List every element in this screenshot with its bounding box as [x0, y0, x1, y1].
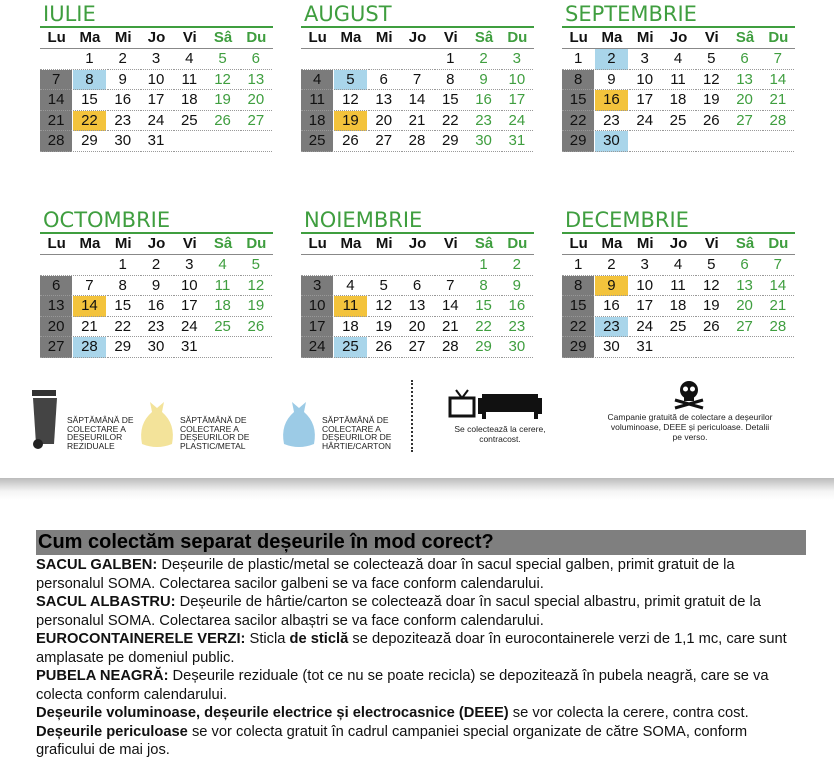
info-black-bin: PUBELA NEAGRĂ: Deșeurile reziduale (tot ce nu se poate recicla) se depozitează în pubela neagră, care se va colecta conform calendarului. — [36, 668, 769, 703]
empty-cell — [368, 255, 400, 276]
empty-cell — [240, 337, 272, 358]
day-cell: 11 — [173, 70, 205, 91]
day-cell: 1 — [434, 49, 466, 70]
day-cell: 8 — [467, 276, 499, 297]
weekday-header: Du — [240, 234, 273, 255]
day-cell: 17 — [501, 90, 533, 111]
day-cell: 7 — [73, 276, 105, 297]
day-cell: 18 — [206, 296, 238, 317]
day-cell: 14 — [762, 70, 794, 91]
day-cell: 28 — [762, 111, 794, 132]
day-cell: 16 — [595, 90, 627, 111]
day-cell: 5 — [334, 70, 366, 91]
day-cell: 5 — [206, 49, 238, 70]
day-cell: 30 — [467, 131, 499, 152]
day-cell: 15 — [562, 90, 594, 111]
day-cell: 29 — [107, 337, 139, 358]
weekday-header: Ma — [334, 28, 367, 49]
month-grid — [301, 28, 534, 152]
day-cell: 9 — [140, 276, 172, 297]
day-cell: 27 — [240, 111, 272, 132]
day-cell: 21 — [762, 90, 794, 111]
day-cell: 27 — [728, 317, 760, 338]
day-cell: 21 — [762, 296, 794, 317]
empty-cell — [73, 255, 105, 276]
day-cell: 24 — [629, 317, 661, 338]
weekday-header: Jo — [140, 234, 173, 255]
black-bin-icon — [30, 386, 64, 450]
day-cell: 18 — [662, 296, 694, 317]
month-title: DECEMBRIE — [562, 208, 795, 234]
day-cell: 31 — [629, 337, 661, 358]
empty-cell — [40, 255, 72, 276]
empty-cell — [240, 131, 272, 152]
day-cell: 25 — [301, 131, 333, 152]
weekday-header: Mi — [629, 234, 662, 255]
day-cell: 12 — [695, 276, 727, 297]
day-cell: 31 — [140, 131, 172, 152]
day-cell: 6 — [728, 255, 760, 276]
empty-cell — [662, 131, 694, 152]
skull-icon — [672, 378, 706, 410]
info-title: Cum colectăm separat deșeurile în mod corect? — [36, 530, 806, 555]
day-cell: 28 — [40, 131, 72, 152]
weekday-header: Du — [501, 234, 534, 255]
day-cell: 29 — [562, 131, 594, 152]
empty-cell — [762, 337, 794, 358]
day-cell: 26 — [334, 131, 366, 152]
day-cell: 12 — [334, 90, 366, 111]
day-cell: 29 — [434, 131, 466, 152]
weekday-header: Vi — [695, 28, 728, 49]
day-cell: 11 — [662, 276, 694, 297]
day-cell: 13 — [728, 70, 760, 91]
legend-campaign: Campanie gratuită de colectare a deșeurilor voluminoase, DEEE și periculoase. Detalii pe verso. — [607, 412, 773, 442]
day-cell: 9 — [501, 276, 533, 297]
day-cell: 14 — [73, 296, 105, 317]
weekday-header: Vi — [434, 28, 467, 49]
day-cell: 7 — [434, 276, 466, 297]
weekday-header: Mi — [368, 234, 401, 255]
month-august — [301, 2, 534, 152]
day-cell: 22 — [562, 111, 594, 132]
month-grid — [40, 234, 273, 358]
day-cell: 23 — [467, 111, 499, 132]
weekday-header: Du — [762, 28, 795, 49]
day-cell: 10 — [140, 70, 172, 91]
day-cell: 17 — [301, 317, 333, 338]
weekday-header: Ma — [73, 28, 106, 49]
tv-sofa-icon — [448, 384, 544, 420]
day-cell: 9 — [107, 70, 139, 91]
day-cell: 4 — [662, 49, 694, 70]
day-cell: 6 — [401, 276, 433, 297]
day-cell: 30 — [595, 337, 627, 358]
day-cell: 20 — [401, 317, 433, 338]
day-cell: 1 — [107, 255, 139, 276]
day-cell: 19 — [695, 296, 727, 317]
day-cell: 24 — [173, 317, 205, 338]
day-cell: 13 — [368, 90, 400, 111]
day-cell: 10 — [629, 70, 661, 91]
info-bulky-waste: Deșeurile voluminoase, deșeurile electrice și electrocasnice (DEEE) se vor colecta la cerere, contra cost. — [36, 705, 749, 721]
day-cell: 24 — [140, 111, 172, 132]
day-cell: 24 — [629, 111, 661, 132]
day-cell: 30 — [501, 337, 533, 358]
day-cell: 23 — [595, 111, 627, 132]
day-cell: 27 — [401, 337, 433, 358]
day-cell: 20 — [728, 296, 760, 317]
legend-plastic: SĂPTĂMÂNĂ DE COLECTARE A DEȘEURILOR DE PLASTIC/METAL — [180, 415, 250, 451]
day-cell: 11 — [662, 70, 694, 91]
day-cell: 19 — [368, 317, 400, 338]
day-cell: 6 — [728, 49, 760, 70]
day-cell: 14 — [401, 90, 433, 111]
month-title: AUGUST — [301, 2, 534, 28]
empty-cell — [662, 337, 694, 358]
day-cell: 28 — [434, 337, 466, 358]
day-cell: 25 — [206, 317, 238, 338]
day-cell: 5 — [240, 255, 272, 276]
weekday-header: Ma — [595, 234, 628, 255]
weekday-header: Ma — [595, 28, 628, 49]
day-cell: 8 — [562, 276, 594, 297]
month-title: IULIE — [40, 2, 273, 28]
day-cell: 16 — [467, 90, 499, 111]
day-cell: 16 — [107, 90, 139, 111]
day-cell: 28 — [762, 317, 794, 338]
day-cell: 2 — [140, 255, 172, 276]
day-cell: 27 — [368, 131, 400, 152]
day-cell: 8 — [562, 70, 594, 91]
month-grid — [301, 234, 534, 358]
day-cell: 6 — [40, 276, 72, 297]
weekday-header: Lu — [562, 234, 595, 255]
empty-cell — [728, 337, 760, 358]
day-cell: 24 — [501, 111, 533, 132]
weekday-header: Jo — [662, 234, 695, 255]
day-cell: 15 — [434, 90, 466, 111]
day-cell: 22 — [73, 111, 105, 132]
day-cell: 21 — [434, 317, 466, 338]
day-cell: 23 — [595, 317, 627, 338]
month-title: NOIEMBRIE — [301, 208, 534, 234]
weekday-header: Du — [240, 28, 273, 49]
day-cell: 17 — [629, 90, 661, 111]
day-cell: 25 — [173, 111, 205, 132]
weekday-header: Lu — [40, 234, 73, 255]
day-cell: 10 — [629, 276, 661, 297]
weekday-header: Sâ — [206, 234, 239, 255]
blue-bag-icon — [278, 398, 320, 450]
day-cell: 13 — [240, 70, 272, 91]
legend-residual: SĂPTĂMÂNĂ DE COLECTARE A DEȘEURILOR REZIDUALE — [67, 415, 134, 451]
day-cell: 9 — [595, 70, 627, 91]
weekday-header: Vi — [695, 234, 728, 255]
empty-cell — [629, 131, 661, 152]
day-cell: 27 — [728, 111, 760, 132]
day-cell: 30 — [595, 131, 627, 152]
weekday-header: Jo — [140, 28, 173, 49]
day-cell: 21 — [73, 317, 105, 338]
day-cell: 12 — [695, 70, 727, 91]
day-cell: 25 — [334, 337, 366, 358]
legend-bulky: Se colectează la cerere, contracost. — [454, 424, 546, 444]
info-section — [36, 530, 806, 760]
weekday-header: Sâ — [206, 28, 239, 49]
month-iulie — [40, 2, 273, 152]
empty-cell — [695, 337, 727, 358]
day-cell: 9 — [467, 70, 499, 91]
month-title: SEPTEMBRIE — [562, 2, 795, 28]
day-cell: 13 — [40, 296, 72, 317]
empty-cell — [40, 49, 72, 70]
day-cell: 1 — [562, 255, 594, 276]
day-cell: 18 — [301, 111, 333, 132]
day-cell: 30 — [107, 131, 139, 152]
info-blue-bag: SACUL ALBASTRU: Deșeurile de hârtie/carton se colectează doar în sacul special albastru, primit gratuit de la personalul SOMA. Colectarea sacilor albaștri se va face conform calendarului. — [36, 594, 761, 629]
month-noiembrie — [301, 208, 534, 358]
day-cell: 11 — [301, 90, 333, 111]
day-cell: 26 — [695, 317, 727, 338]
day-cell: 16 — [595, 296, 627, 317]
weekday-header: Mi — [107, 28, 140, 49]
day-cell: 29 — [73, 131, 105, 152]
day-cell: 27 — [40, 337, 72, 358]
day-cell: 30 — [140, 337, 172, 358]
empty-cell — [334, 255, 366, 276]
day-cell: 10 — [173, 276, 205, 297]
weekday-header: Sâ — [467, 234, 500, 255]
day-cell: 18 — [662, 90, 694, 111]
day-cell: 22 — [434, 111, 466, 132]
empty-cell — [762, 131, 794, 152]
day-cell: 15 — [467, 296, 499, 317]
weekday-header: Lu — [562, 28, 595, 49]
legend — [0, 378, 834, 458]
day-cell: 21 — [401, 111, 433, 132]
month-septembrie — [562, 2, 795, 152]
empty-cell — [728, 131, 760, 152]
day-cell: 4 — [173, 49, 205, 70]
day-cell: 3 — [140, 49, 172, 70]
day-cell: 23 — [501, 317, 533, 338]
day-cell: 22 — [107, 317, 139, 338]
weekday-header: Sâ — [728, 234, 761, 255]
day-cell: 5 — [695, 255, 727, 276]
day-cell: 9 — [595, 276, 627, 297]
day-cell: 23 — [140, 317, 172, 338]
empty-cell — [173, 131, 205, 152]
info-yellow-bag: SACUL GALBEN: Deșeurile de plastic/metal se colectează doar în sacul special galben, primit gratuit de la personalul SOMA. Colectarea sacilor galbeni se va face conform calendarului. — [36, 557, 735, 592]
day-cell: 26 — [206, 111, 238, 132]
weekday-header: Sâ — [728, 28, 761, 49]
day-cell: 6 — [240, 49, 272, 70]
day-cell: 26 — [368, 337, 400, 358]
day-cell: 8 — [73, 70, 105, 91]
month-title: OCTOMBRIE — [40, 208, 273, 234]
legend-divider — [411, 380, 413, 452]
day-cell: 19 — [695, 90, 727, 111]
day-cell: 2 — [595, 49, 627, 70]
weekday-header: Mi — [107, 234, 140, 255]
day-cell: 15 — [73, 90, 105, 111]
day-cell: 4 — [206, 255, 238, 276]
day-cell: 11 — [206, 276, 238, 297]
day-cell: 3 — [629, 255, 661, 276]
day-cell: 20 — [40, 317, 72, 338]
day-cell: 3 — [173, 255, 205, 276]
day-cell: 25 — [662, 111, 694, 132]
day-cell: 4 — [662, 255, 694, 276]
empty-cell — [695, 131, 727, 152]
weekday-header: Du — [501, 28, 534, 49]
info-green-containers: EUROCONTAINERELE VERZI: Sticla de sticlă se depozitează doar în eurocontainerele verzi de 1,1 mc, care sunt amplasate pe domeniul public. — [36, 631, 787, 666]
day-cell: 28 — [73, 337, 105, 358]
day-cell: 13 — [401, 296, 433, 317]
info-hazardous-waste: Deșeurile periculoase se vor colecta gratuit în cadrul campaniei special organizate de către SOMA, conform graficului de mai jos. — [36, 723, 748, 758]
day-cell: 7 — [762, 49, 794, 70]
day-cell: 16 — [501, 296, 533, 317]
weekday-header: Ma — [334, 234, 367, 255]
day-cell: 23 — [107, 111, 139, 132]
day-cell: 20 — [240, 90, 272, 111]
day-cell: 22 — [467, 317, 499, 338]
day-cell: 8 — [434, 70, 466, 91]
empty-cell — [434, 255, 466, 276]
day-cell: 29 — [467, 337, 499, 358]
day-cell: 10 — [501, 70, 533, 91]
weekday-header: Sâ — [467, 28, 500, 49]
day-cell: 11 — [334, 296, 366, 317]
day-cell: 29 — [562, 337, 594, 358]
day-cell: 14 — [40, 90, 72, 111]
day-cell: 15 — [107, 296, 139, 317]
day-cell: 24 — [301, 337, 333, 358]
day-cell: 15 — [562, 296, 594, 317]
day-cell: 20 — [728, 90, 760, 111]
day-cell: 22 — [562, 317, 594, 338]
day-cell: 1 — [467, 255, 499, 276]
day-cell: 2 — [467, 49, 499, 70]
day-cell: 1 — [73, 49, 105, 70]
day-cell: 26 — [695, 111, 727, 132]
day-cell: 3 — [301, 276, 333, 297]
day-cell: 10 — [301, 296, 333, 317]
empty-cell — [401, 49, 433, 70]
day-cell: 18 — [173, 90, 205, 111]
weekday-header: Vi — [434, 234, 467, 255]
day-cell: 21 — [40, 111, 72, 132]
day-cell: 2 — [595, 255, 627, 276]
day-cell: 25 — [662, 317, 694, 338]
day-cell: 20 — [368, 111, 400, 132]
day-cell: 7 — [762, 255, 794, 276]
day-cell: 3 — [501, 49, 533, 70]
day-cell: 16 — [140, 296, 172, 317]
day-cell: 2 — [501, 255, 533, 276]
day-cell: 14 — [762, 276, 794, 297]
day-cell: 17 — [629, 296, 661, 317]
weekday-header: Jo — [401, 234, 434, 255]
day-cell: 28 — [401, 131, 433, 152]
weekday-header: Vi — [173, 234, 206, 255]
weekday-header: Mi — [629, 28, 662, 49]
day-cell: 7 — [40, 70, 72, 91]
day-cell: 7 — [401, 70, 433, 91]
empty-cell — [401, 255, 433, 276]
weekday-header: Jo — [662, 28, 695, 49]
day-cell: 31 — [501, 131, 533, 152]
day-cell: 5 — [368, 276, 400, 297]
weekday-header: Lu — [40, 28, 73, 49]
empty-cell — [206, 131, 238, 152]
yellow-bag-icon — [136, 398, 178, 450]
day-cell: 19 — [206, 90, 238, 111]
day-cell: 5 — [695, 49, 727, 70]
day-cell: 12 — [206, 70, 238, 91]
weekday-header: Ma — [73, 234, 106, 255]
day-cell: 3 — [629, 49, 661, 70]
month-grid — [562, 28, 795, 152]
weekday-header: Jo — [401, 28, 434, 49]
empty-cell — [334, 49, 366, 70]
month-grid — [40, 28, 273, 152]
weekday-header: Lu — [301, 28, 334, 49]
day-cell: 4 — [301, 70, 333, 91]
day-cell: 14 — [434, 296, 466, 317]
weekday-header: Vi — [173, 28, 206, 49]
weekday-header: Du — [762, 234, 795, 255]
empty-cell — [301, 255, 333, 276]
page-fold-shadow — [0, 478, 834, 500]
day-cell: 8 — [107, 276, 139, 297]
day-cell: 13 — [728, 276, 760, 297]
day-cell: 12 — [240, 276, 272, 297]
day-cell: 12 — [368, 296, 400, 317]
day-cell: 1 — [562, 49, 594, 70]
day-cell: 4 — [334, 276, 366, 297]
day-cell: 19 — [240, 296, 272, 317]
day-cell: 17 — [140, 90, 172, 111]
day-cell: 31 — [173, 337, 205, 358]
empty-cell — [301, 49, 333, 70]
weekday-header: Lu — [301, 234, 334, 255]
month-grid — [562, 234, 795, 358]
day-cell: 17 — [173, 296, 205, 317]
empty-cell — [206, 337, 238, 358]
month-octombrie — [40, 208, 273, 358]
empty-cell — [368, 49, 400, 70]
day-cell: 19 — [334, 111, 366, 132]
day-cell: 2 — [107, 49, 139, 70]
day-cell: 6 — [368, 70, 400, 91]
weekday-header: Mi — [368, 28, 401, 49]
day-cell: 18 — [334, 317, 366, 338]
day-cell: 26 — [240, 317, 272, 338]
legend-paper: SĂPTĂMÂNĂ DE COLECTARE A DEȘEURILOR DE HÂRTIE/CARTON — [322, 415, 392, 451]
month-decembrie — [562, 208, 795, 358]
